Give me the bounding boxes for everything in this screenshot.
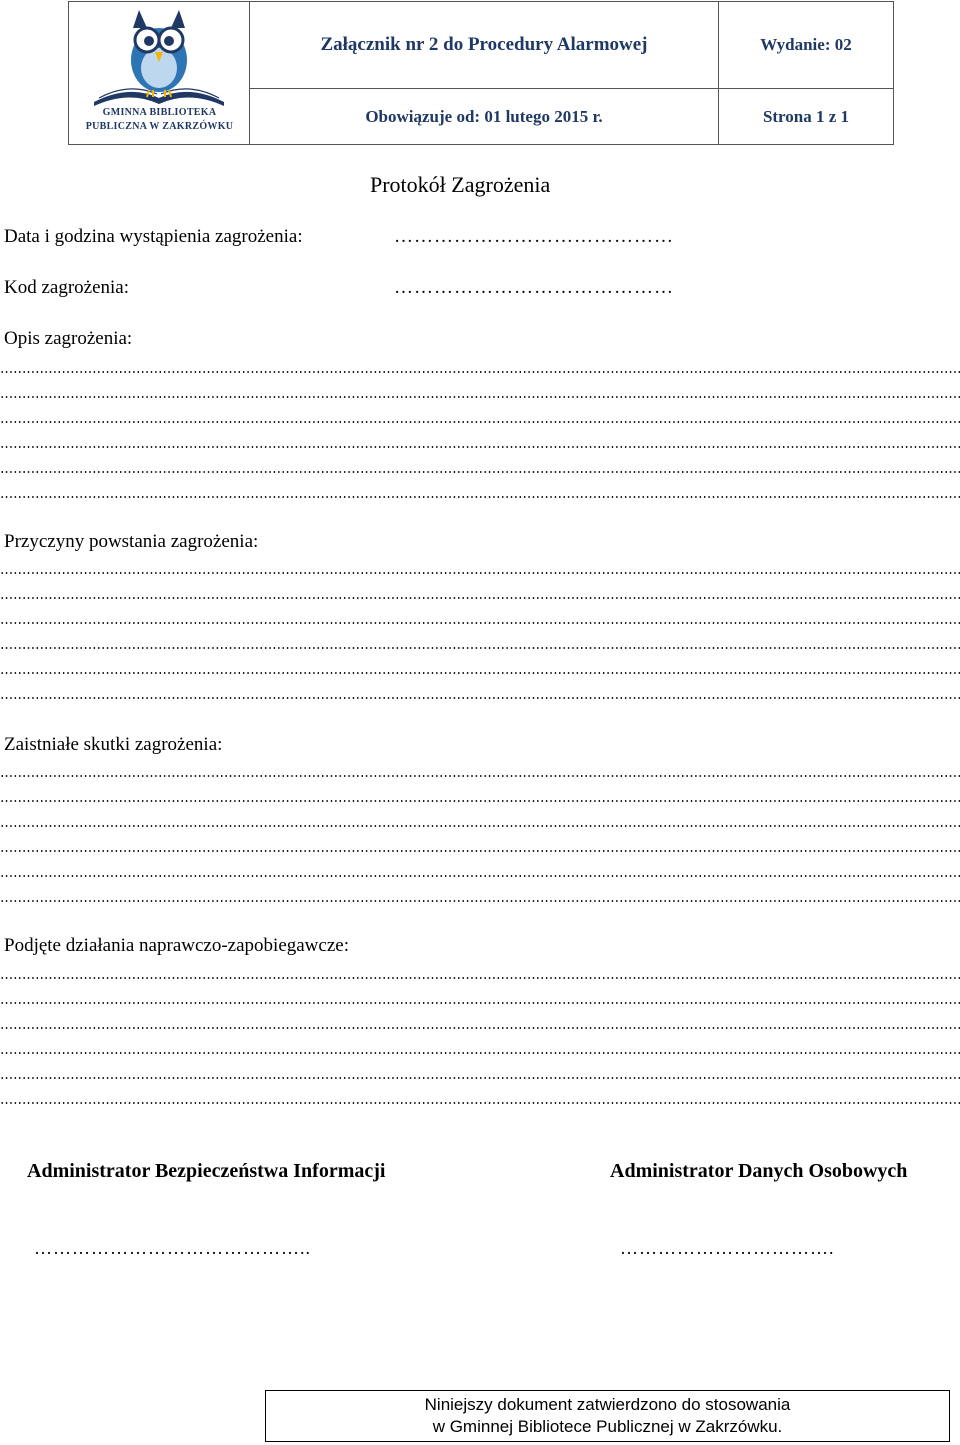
- dotted-line[interactable]: [0, 1002, 960, 1004]
- dotted-line[interactable]: [0, 622, 960, 624]
- dotted-line[interactable]: [0, 800, 960, 802]
- description-label: Opis zagrożenia:: [4, 328, 133, 349]
- dotted-line[interactable]: [0, 697, 960, 699]
- dotted-line[interactable]: [0, 775, 960, 777]
- dotted-line[interactable]: [0, 496, 960, 498]
- abi-signature-label: Administrator Bezpieczeństwa Informacji: [27, 1160, 386, 1182]
- dotted-line[interactable]: [0, 672, 960, 674]
- ado-signature-label: Administrator Danych Osobowych: [610, 1160, 908, 1182]
- logo-caption-line2: PUBLICZNA W ZAKRZÓWKU: [85, 121, 234, 132]
- dotted-line[interactable]: [0, 446, 960, 448]
- header-valid-from: Obowiązuje od: 01 lutego 2015 r.: [250, 89, 719, 144]
- dotted-line[interactable]: [0, 875, 960, 877]
- dotted-line[interactable]: [0, 572, 960, 574]
- header-title: Załącznik nr 2 do Procedury Alarmowej: [250, 2, 719, 89]
- dotted-line[interactable]: [0, 900, 960, 902]
- footer-line1: Niniejszy dokument zatwierdzono do stosowania: [424, 1395, 791, 1414]
- code-field[interactable]: ……………………………………: [394, 277, 674, 298]
- footer-line2: w Gminnej Bibliotece Publicznej w Zakrzówku.: [432, 1417, 783, 1436]
- dotted-line[interactable]: [0, 471, 960, 473]
- effects-label: Zaistniałe skutki zagrożenia:: [4, 734, 223, 755]
- datetime-field[interactable]: ……………………………………: [394, 226, 674, 247]
- dotted-line[interactable]: [0, 396, 960, 398]
- abi-signature-field[interactable]: ……………………………………..: [34, 1238, 311, 1258]
- dotted-line[interactable]: [0, 1027, 960, 1029]
- document-title: Protokół Zagrożenia: [370, 172, 551, 197]
- ado-signature-field[interactable]: …………………………….: [620, 1238, 835, 1258]
- code-label: Kod zagrożenia:: [4, 277, 130, 298]
- dotted-line[interactable]: [0, 977, 960, 979]
- dotted-line[interactable]: [0, 597, 960, 599]
- actions-label: Podjęte działania naprawczo-zapobiegawcze:: [4, 935, 349, 956]
- dotted-line[interactable]: [0, 825, 960, 827]
- header-page-number: Strona 1 z 1: [762, 106, 850, 126]
- dotted-line[interactable]: [0, 421, 960, 423]
- header-edition: Wydanie: 02: [719, 2, 893, 89]
- logo-caption-line1: GMINNA BIBLIOTEKA: [102, 107, 217, 118]
- dotted-line[interactable]: [0, 1077, 960, 1079]
- dotted-line[interactable]: [0, 647, 960, 649]
- approval-footer: [265, 1390, 950, 1442]
- dotted-line[interactable]: [0, 850, 960, 852]
- dotted-line[interactable]: [0, 1052, 960, 1054]
- logo-caption: [77, 106, 242, 134]
- dotted-line[interactable]: [0, 1102, 960, 1104]
- causes-label: Przyczyny powstania zagrożenia:: [4, 531, 259, 552]
- datetime-label: Data i godzina wystąpienia zagrożenia:: [4, 226, 303, 247]
- dotted-line[interactable]: [0, 371, 960, 373]
- library-logo: [69, 2, 250, 144]
- document-header: [68, 1, 894, 145]
